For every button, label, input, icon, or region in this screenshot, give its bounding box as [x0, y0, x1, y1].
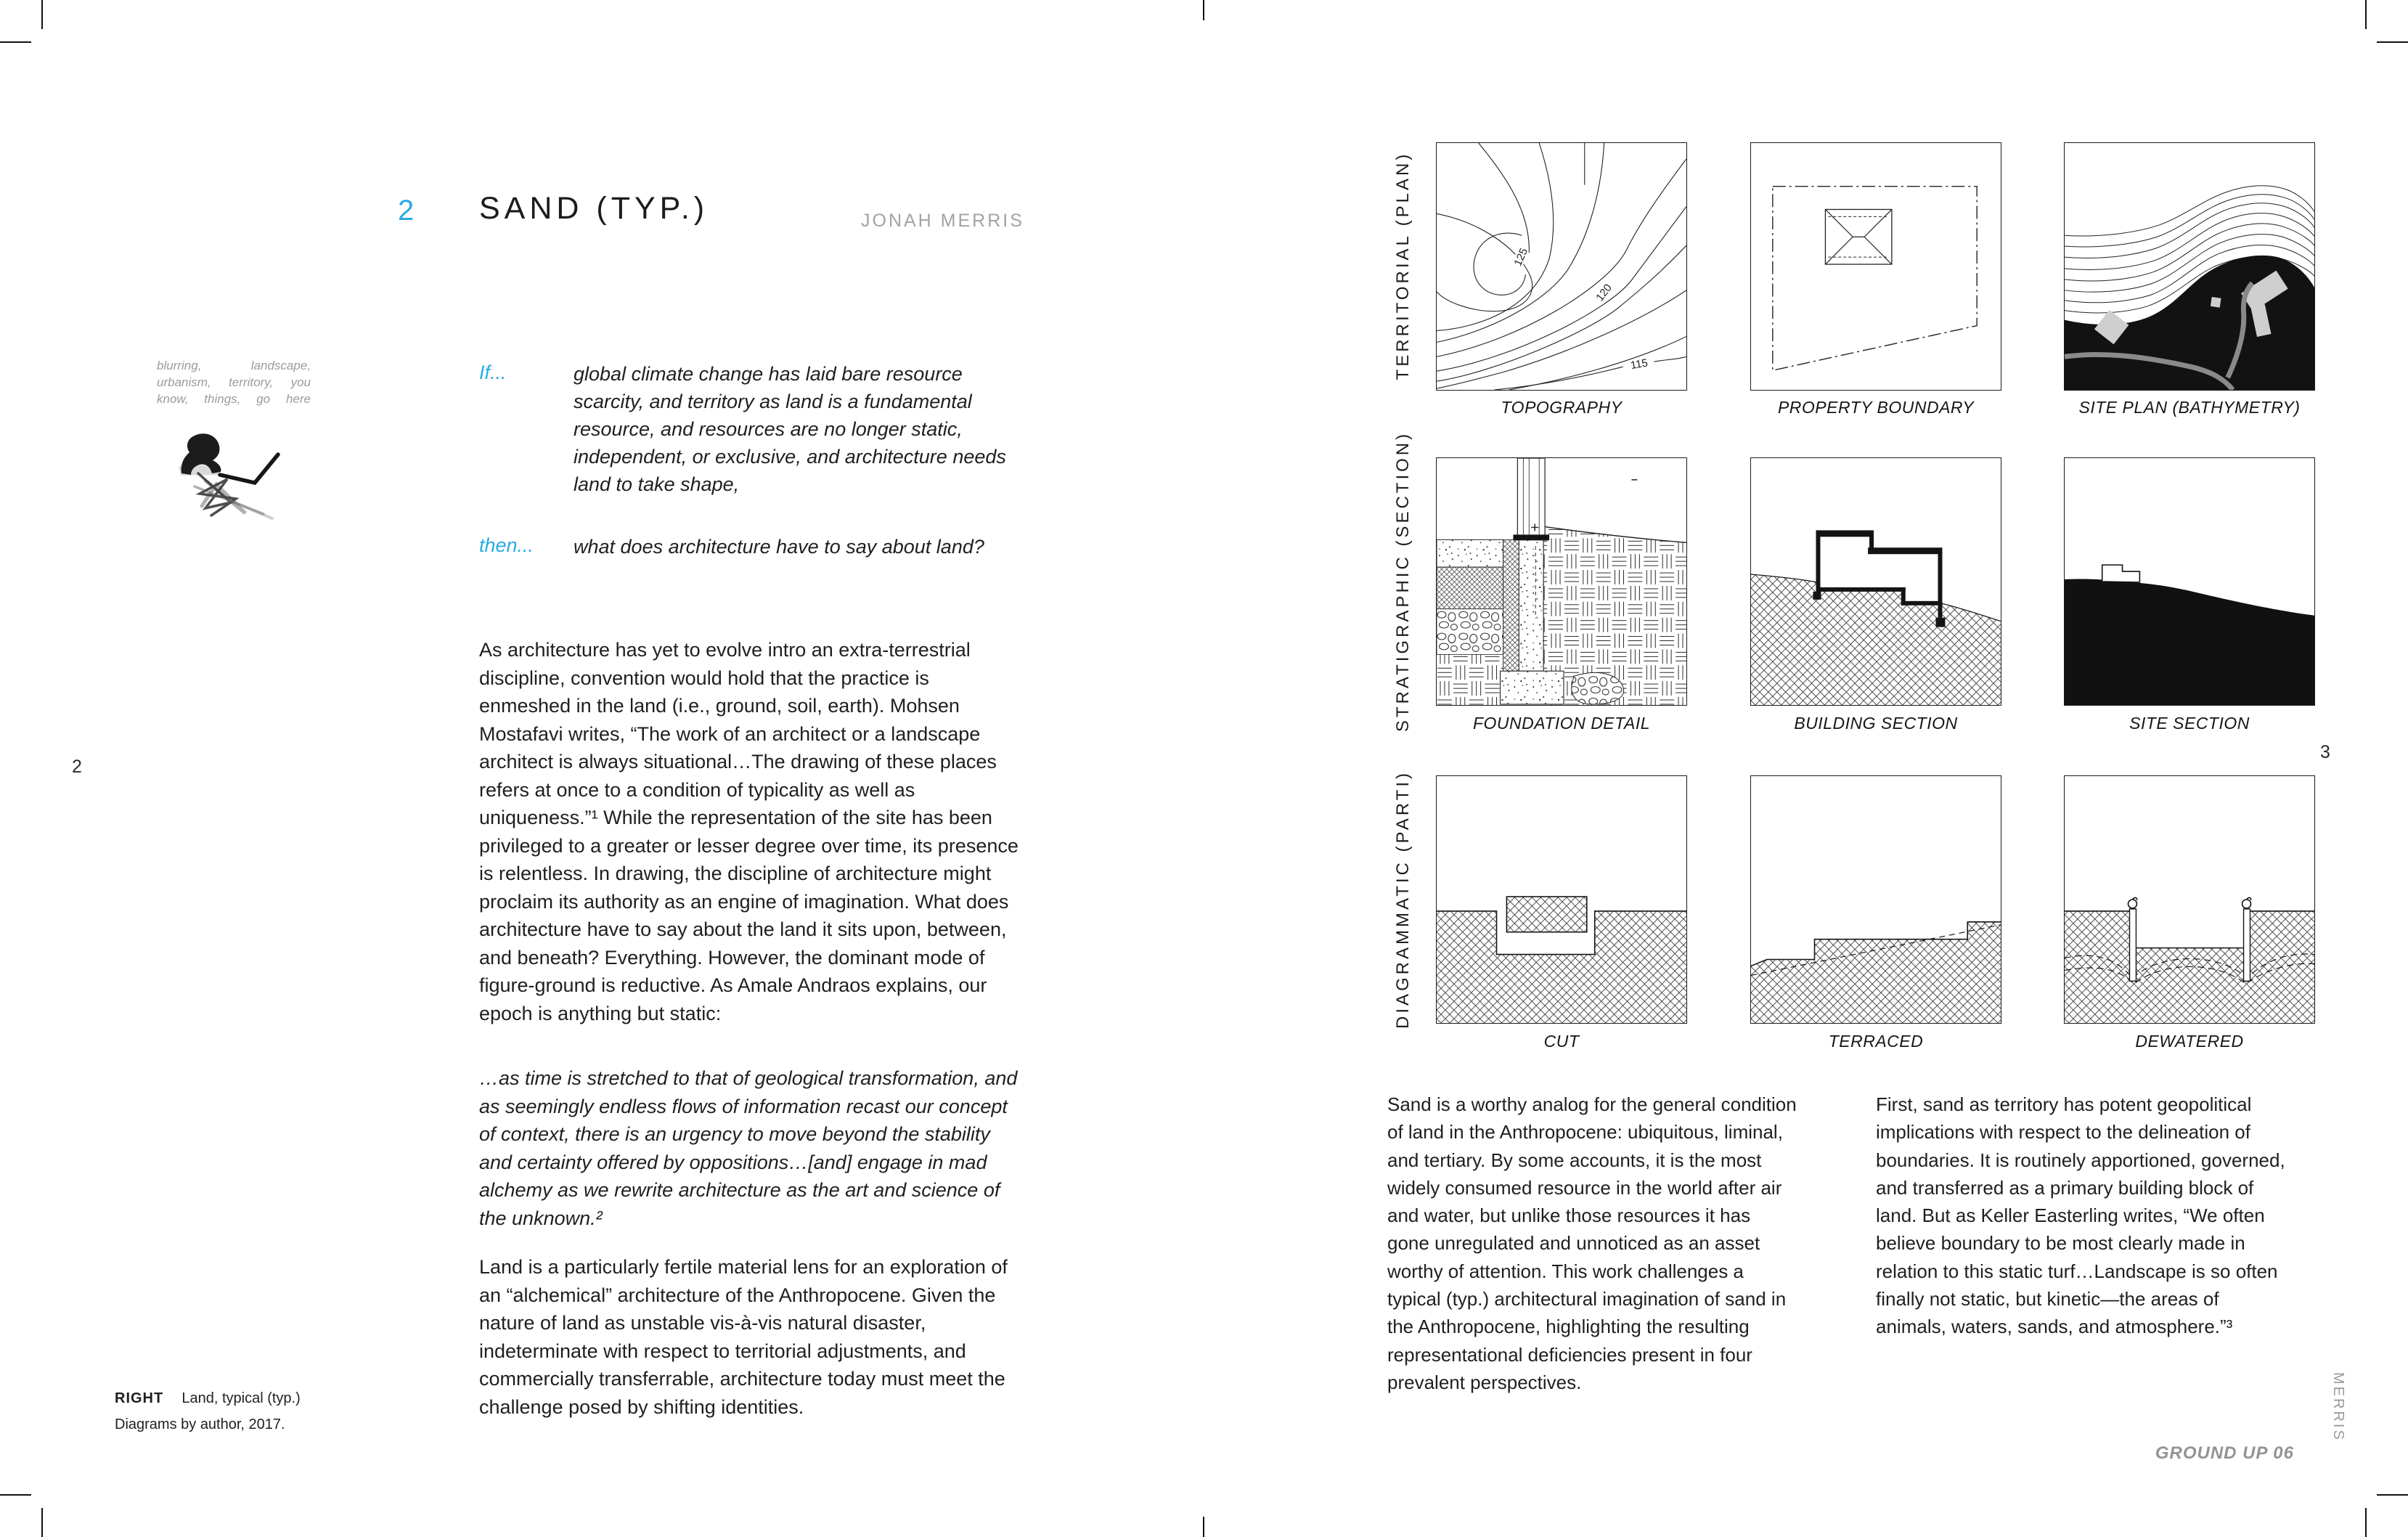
figure-caption-label: RIGHT: [115, 1390, 164, 1406]
right-column-2: First, sand as territory has potent geopolitical implications with respect to the delineation of boundaries. It is routinely apportioned, governed, and transferred as a primary building block of land. But as Keller Easterling writes, “We often believe boundary to be most clearly made in relation to this static turf…Landscape is so often finally not static, but kinetic—the areas of animals, waters, sands, and atmosphere.”³: [1876, 1093, 2285, 1338]
sketch-figure: [155, 430, 287, 533]
body-paragraph-1: As architecture has yet to evolve intro an extra-terrestrial discipline, convention would hold that the practice is enmeshed in the land (i.e., ground, soil, earth). Mohsen Mostafavi writes, “The work of an architect or a landscape architect is always situational…The drawing of these places refers at once to a condition of typicality as well as uniqueness.”¹ While the representation of the site has been privileged to a greater or lesser degree over time, its presence is relentless. In drawing, the discipline of architecture might proclaim its authority as an engine of imagination. What does architecture have to say about the land it sits upon, between, and beneath? Everything. However, the dominant mode of figure-ground is reductive. As Amale Andraos explains, our epoch is anything but static:: [479, 639, 1019, 1024]
chapter-number: 2: [398, 195, 415, 227]
spine-author: MERRIS: [2330, 1372, 2346, 1442]
caption-dewatered: DEWATERED: [2135, 1032, 2244, 1051]
block-quote: …as time is stretched to that of geological transformation, and as seemingly endless flows of information recast our concept of context, there is an urgency to move beyond the stability and certainty offered by oppositions…[and] engage in mad alchemy as we rewrite architecture as the art and science of the unknown.²: [479, 1067, 1018, 1229]
right-page-number: 3: [2320, 742, 2330, 762]
building-section-diagram-icon: [1751, 458, 2001, 705]
row-label-diagrammatic: DIAGRAMMATIC (PARTI): [1393, 770, 1413, 1029]
figure-foundation-detail: [1436, 457, 1687, 706]
crop-mark: [1203, 1517, 1204, 1537]
if-label: If...: [479, 362, 507, 383]
contour-label-115: 115: [1629, 357, 1649, 372]
page-title: SAND (TYP.): [479, 191, 709, 226]
crop-mark: [41, 0, 43, 29]
journal-footer: GROUND UP 06: [2155, 1443, 2294, 1463]
terraced-diagram-icon: [1751, 776, 2001, 1023]
foundation-detail-diagram-icon: [1437, 458, 1686, 705]
crop-mark: [0, 1494, 31, 1496]
figure-cut: [1436, 775, 1687, 1024]
property-boundary-diagram-icon: [1751, 143, 2001, 390]
site-section-diagram-icon: [2065, 458, 2314, 705]
topography-diagram-icon: [1437, 143, 1686, 390]
row-label-territorial: TERRITORIAL (PLAN): [1393, 151, 1413, 380]
figure-caption-text: Land, typical (typ.): [181, 1390, 301, 1406]
row-label-stratigraphic: STRATIGRAPHIC (SECTION): [1393, 431, 1413, 733]
caption-foundation-detail: FOUNDATION DETAIL: [1472, 714, 1651, 733]
crop-mark: [2377, 1494, 2408, 1496]
crop-mark: [0, 41, 31, 43]
figure-site-plan-bathymetry: [2064, 142, 2315, 391]
figure-property-boundary: [1750, 142, 2001, 391]
crop-mark: [1203, 0, 1204, 20]
caption-property-boundary: PROPERTY BOUNDARY: [1777, 398, 1975, 417]
figure-caption-line1: [115, 1385, 420, 1411]
contour-label-120: 120: [1594, 282, 1615, 304]
then-text: what does architecture have to say about land?: [574, 536, 984, 558]
caption-topography: TOPOGRAPHY: [1501, 398, 1623, 417]
dewatered-diagram-icon: [2065, 776, 2314, 1023]
figure-caption-credit: Diagrams by author, 2017.: [115, 1416, 285, 1432]
body-paragraph-2: Land is a particularly fertile material lens for an exploration of an “alchemical” architecture of the Anthropocene. Given the nature of land as unstable vis-à-vis natural disaster, indeterminate with respect to territorial adjustments, and commercially transferrable, architecture today must meet the challenge posed by shifting identities.: [479, 1256, 1008, 1418]
site-plan-bathymetry-diagram-icon: [2065, 143, 2314, 390]
caption-building-section: BUILDING SECTION: [1794, 714, 1958, 733]
margin-note: blurring, landscape, urbanism, territory, you know, things, go here: [157, 359, 311, 406]
cut-diagram-icon: [1437, 776, 1686, 1023]
left-page-number: 2: [72, 757, 82, 777]
figure-site-section: [2064, 457, 2315, 706]
crop-mark: [2365, 1508, 2367, 1537]
then-label: then...: [479, 534, 534, 556]
crop-mark: [41, 1508, 43, 1537]
crop-mark: [2377, 41, 2408, 43]
if-text: global climate change has laid bare resource scarcity, and territory as land is a fundamental resource, and resources are no longer static, independent, or exclusive, and architecture needs land to take shape,: [574, 363, 1006, 495]
right-column-1: Sand is a worthy analog for the general condition of land in the Anthropocene: ubiquitous, liminal, and tertiary. By some accounts, it is the most widely consumed resource in the world after air and water, but unlike those resources it has gone unregulated and unnoticed as an asset worthy of attention. This work challenges a typical (typ.) architectural imagination of sand in the Anthropocene, highlighting the resulting representational deficiencies present in four prevalent perspectives.: [1387, 1093, 1797, 1393]
caption-terraced: TERRACED: [1828, 1032, 1924, 1051]
figure-building-section: [1750, 457, 2001, 706]
caption-site-plan: SITE PLAN (BATHYMETRY): [2078, 398, 2301, 417]
crop-mark: [2365, 0, 2367, 29]
caption-site-section: SITE SECTION: [2129, 714, 2250, 733]
figure-terraced: [1750, 775, 2001, 1024]
figure-topography: [1436, 142, 1687, 391]
figure-caption: [115, 1385, 420, 1438]
author-name: JONAH MERRIS: [861, 211, 1024, 231]
caption-cut: CUT: [1543, 1032, 1580, 1051]
figure-dewatered: [2064, 775, 2315, 1024]
contour-label-125: 125: [1512, 246, 1531, 268]
hunched-figure-sketch-icon: [155, 430, 287, 533]
